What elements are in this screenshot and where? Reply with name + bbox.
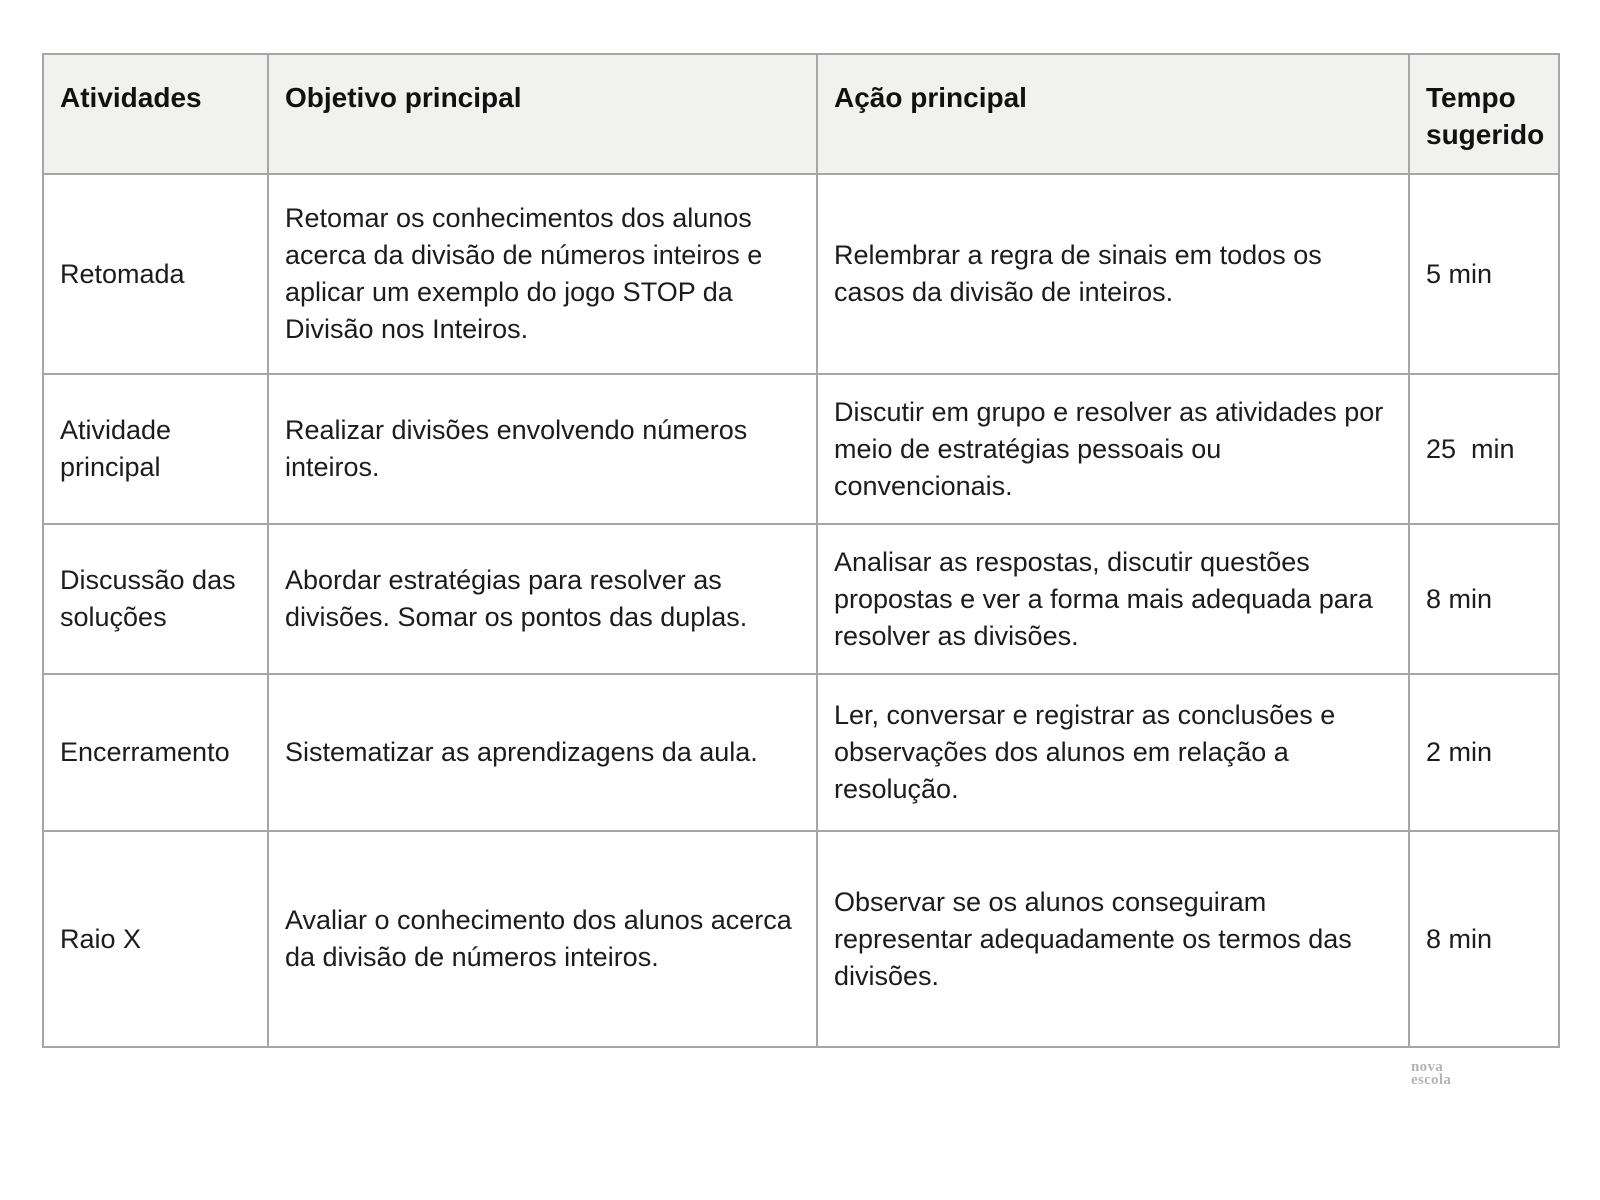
column-header-tempo-sugerido: Tempo sugerido xyxy=(1409,54,1559,174)
cell-acao-principal: Relembrar a regra de sinais em todos os casos da divisão de inteiros. xyxy=(817,174,1409,374)
column-header-objetivo-principal: Objetivo principal xyxy=(268,54,817,174)
cell-acao-principal: Observar se os alunos conseguiram representar adequadamente os termos das divisões. xyxy=(817,831,1409,1047)
column-header-atividades: Atividades xyxy=(43,54,268,174)
table-row-atividade-principal xyxy=(43,374,1559,524)
table-row-retomada xyxy=(43,174,1559,374)
nova-escola-logo xyxy=(1411,1061,1451,1087)
cell-atividade: Retomada xyxy=(43,174,268,374)
table-row-discussao-das-solucoes xyxy=(43,524,1559,674)
cell-tempo-sugerido: 5 min xyxy=(1409,174,1559,374)
cell-acao-principal: Discutir em grupo e resolver as atividades por meio de estratégias pessoais ou convencionais. xyxy=(817,374,1409,524)
cell-tempo-sugerido: 25 min xyxy=(1409,374,1559,524)
cell-tempo-sugerido: 2 min xyxy=(1409,674,1559,831)
cell-atividade: Discussão das soluções xyxy=(43,524,268,674)
lesson-plan-table xyxy=(42,53,1560,1048)
header-row xyxy=(43,54,1559,174)
cell-objetivo-principal: Sistematizar as aprendizagens da aula. xyxy=(268,674,817,831)
cell-tempo-sugerido: 8 min xyxy=(1409,524,1559,674)
cell-objetivo-principal: Abordar estratégias para resolver as divisões. Somar os pontos das duplas. xyxy=(268,524,817,674)
table-row-raio-x xyxy=(43,831,1559,1047)
cell-objetivo-principal: Realizar divisões envolvendo números inteiros. xyxy=(268,374,817,524)
cell-objetivo-principal: Avaliar o conhecimento dos alunos acerca da divisão de números inteiros. xyxy=(268,831,817,1047)
cell-atividade: Raio X xyxy=(43,831,268,1047)
column-header-acao-principal: Ação principal xyxy=(817,54,1409,174)
logo-line-nova: nova xyxy=(1411,1059,1444,1075)
cell-atividade: Encerramento xyxy=(43,674,268,831)
cell-tempo-sugerido: 8 min xyxy=(1409,831,1559,1047)
cell-atividade: Atividade principal xyxy=(43,374,268,524)
logo-line-escola: escola xyxy=(1411,1072,1452,1088)
cell-acao-principal: Analisar as respostas, discutir questões propostas e ver a forma mais adequada para resolver as divisões. xyxy=(817,524,1409,674)
cell-objetivo-principal: Retomar os conhecimentos dos alunos acerca da divisão de números inteiros e aplicar um exemplo do jogo STOP da Divisão nos Inteiros. xyxy=(268,174,817,374)
cell-acao-principal: Ler, conversar e registrar as conclusões e observações dos alunos em relação a resolução. xyxy=(817,674,1409,831)
table-row-encerramento xyxy=(43,674,1559,831)
